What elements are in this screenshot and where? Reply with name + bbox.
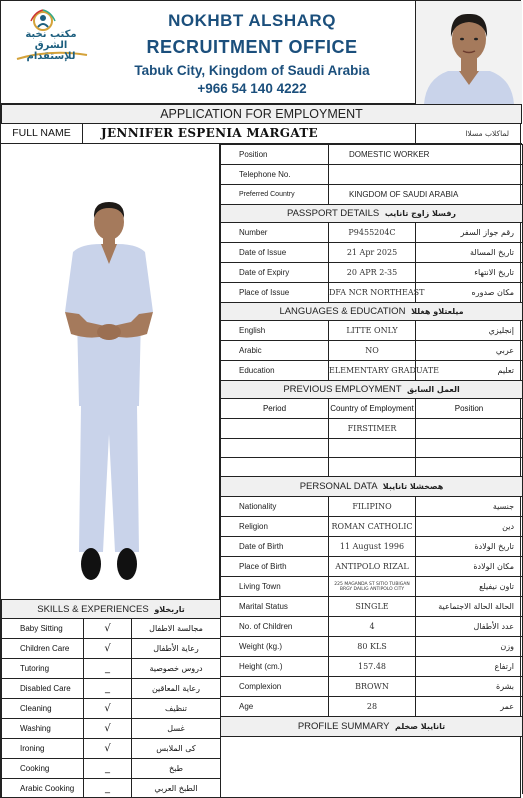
place-of-issue-label-ar: مكان صدوره (416, 283, 523, 303)
children-count-label: No. of Children (221, 617, 329, 637)
passport-number-value: P9455204C (329, 223, 416, 243)
skill-mark: √ (84, 639, 132, 659)
height-value: 157.48 (329, 657, 416, 677)
skill-label: Ironing (2, 739, 84, 759)
full-name-row (1, 124, 522, 144)
passport-title: PASSPORT DETAILS (286, 208, 380, 219)
skill-label-ar: غسل (132, 719, 221, 739)
skill-label: Cooking (2, 759, 84, 779)
place-of-issue-value: DFA NCR NORTHEAST (329, 283, 416, 303)
education-label: Education (221, 361, 329, 381)
details-table (220, 144, 523, 794)
date-of-expiry-label-ar: تاريخ الانتهاء (416, 263, 523, 283)
profile-summary-title: PROFILE SUMMARY (297, 721, 390, 732)
skill-mark: √ (84, 619, 132, 639)
skill-label-ar: تنظيف (132, 699, 221, 719)
nationality-label-ar: جنسية (416, 497, 523, 517)
full-name-value: JENNIFER ESPENIA MARGATE (101, 126, 318, 140)
weight-label: Weight (kg.) (221, 637, 329, 657)
nationality-label: Nationality (221, 497, 329, 517)
height-label: Height (cm.) (221, 657, 329, 677)
office-title: RECRUITMENT OFFICE (146, 37, 358, 57)
complexion-value: BROWN (329, 677, 416, 697)
personal-title-ar: هصخشلا تانايبلا (382, 482, 444, 491)
arabic-label: Arabic (221, 341, 329, 361)
form-header (1, 1, 522, 104)
date-of-issue-label: Date of Issue (221, 243, 329, 263)
languages-section-header (221, 303, 523, 321)
skills-table (1, 599, 221, 798)
skill-label-ar: رعاية المعاقين (132, 679, 221, 699)
children-count-label-ar: عدد الأطفال (416, 617, 523, 637)
age-label-ar: عمر (416, 697, 523, 717)
skill-label: Children Care (2, 639, 84, 659)
date-of-birth-label-ar: تاريخ الولادة (416, 537, 523, 557)
height-label-ar: ارتفاع (416, 657, 523, 677)
complexion-label: Complexion (221, 677, 329, 697)
place-of-birth-label-ar: مكان الولادة (416, 557, 523, 577)
skill-mark: _ (84, 659, 132, 679)
profile-summary-title-ar: تانايبلا صخلم (394, 722, 446, 731)
age-value: 28 (329, 697, 416, 717)
skill-label: Baby Sitting (2, 619, 84, 639)
skill-label: Disabled Care (2, 679, 84, 699)
employment-country-header: Country of Employment (329, 399, 416, 419)
headshot-photo (415, 1, 521, 104)
skill-mark: _ (84, 779, 132, 798)
religion-label: Religion (221, 517, 329, 537)
marital-status-label-ar: الحالة الحالة الاجتماعية (416, 597, 523, 617)
arabic-label-ar: عربي (416, 341, 523, 361)
skill-label-ar: رعاية الأطفال (132, 639, 221, 659)
office-phone: +966 54 140 4222 (197, 81, 307, 96)
personal-section-header (221, 477, 523, 497)
employment-position-cell (416, 458, 523, 477)
personal-title: PERSONAL DATA (299, 481, 378, 492)
english-label: English (221, 321, 329, 341)
logo-arabic-text: مكتب نخبة الشرق للإستقدام (25, 29, 77, 62)
skill-mark: _ (84, 679, 132, 699)
skills-title: SKILLS & EXPERIENCES (37, 603, 149, 615)
skill-mark: _ (84, 759, 132, 779)
position-label: Position (221, 145, 329, 165)
employment-period-cell (221, 439, 329, 458)
telephone-value (329, 165, 523, 185)
employment-country-cell (329, 458, 416, 477)
skill-mark: √ (84, 719, 132, 739)
children-count-value: 4 (329, 617, 416, 637)
passport-section-header (221, 205, 523, 223)
languages-title: LANGUAGES & EDUCATION (279, 306, 406, 317)
date-of-issue-value: 21 Apr 2025 (329, 243, 416, 263)
company-name: NOKHBT ALSHARQ (168, 11, 336, 30)
full-name-label: FULL NAME (1, 124, 83, 144)
skill-mark: √ (84, 739, 132, 759)
employment-position-header: Position (416, 399, 523, 419)
date-of-issue-label-ar: تاريخ المسالة (416, 243, 523, 263)
preferred-country-label: Preferred Country (221, 185, 329, 205)
skill-mark: √ (84, 699, 132, 719)
skill-label: Tutoring (2, 659, 84, 679)
employment-country-cell (329, 439, 416, 458)
employment-section-header (221, 381, 523, 399)
application-title: APPLICATION FOR EMPLOYMENT (1, 104, 522, 124)
passport-number-label: Number (221, 223, 329, 243)
skill-label: Cleaning (2, 699, 84, 719)
religion-value: ROMAN CATHOLIC (329, 517, 416, 537)
employment-period-cell (221, 419, 329, 439)
languages-title-ar: ميلعتلاو هغللا (411, 307, 464, 316)
education-value: ELEMENTARY GRADUATE (329, 361, 416, 381)
place-of-birth-value: ANTIPOLO RIZAL (329, 557, 416, 577)
employment-position-cell (416, 439, 523, 458)
skill-label: Arabic Cooking (2, 779, 84, 798)
marital-status-label: Marital Status (221, 597, 329, 617)
education-label-ar: تعليم (416, 361, 523, 381)
passport-number-label-ar: رقم جواز السفر (416, 223, 523, 243)
living-town-value: 225 MAGANDA ST SITIO TUBIGAN BRGY DAILIG ANTIPOLO CITY (329, 577, 416, 597)
weight-label-ar: وزن (416, 637, 523, 657)
arabic-value: NO (329, 341, 416, 361)
employment-country-cell: FIRSTIMER (329, 419, 416, 439)
position-value: DOMESTIC WORKER (329, 145, 523, 165)
skill-label-ar: الطبخ العربي (132, 779, 221, 798)
age-label: Age (221, 697, 329, 717)
employment-period-cell (221, 458, 329, 477)
date-of-expiry-value: 20 APR 2-35 (329, 263, 416, 283)
living-town-label: Living Town (221, 577, 329, 597)
employment-title-ar: العمل السابق (407, 385, 460, 394)
skills-title-ar: تاربخلاو (154, 604, 185, 614)
date-of-birth-value: 11 August 1996 (329, 537, 416, 557)
living-town-label-ar: تاون نيفيلع (416, 577, 523, 597)
skill-label-ar: مجالسة الاطفال (132, 619, 221, 639)
place-of-issue-label: Place of Issue (221, 283, 329, 303)
skill-label-ar: كى الملابس (132, 739, 221, 759)
religion-label-ar: دين (416, 517, 523, 537)
skills-section-header (2, 600, 221, 619)
english-label-ar: إنجليزي (416, 321, 523, 341)
employment-period-header: Period (221, 399, 329, 419)
full-body-photo (1, 144, 220, 599)
passport-title-ar: رفسلا زاوج تانايب (384, 209, 457, 218)
office-location: Tabuk City, Kingdom of Saudi Arabia (134, 63, 370, 78)
complexion-label-ar: بشرة (416, 677, 523, 697)
preferred-country-value: KINGDOM OF SAUDI ARABIA (329, 185, 523, 205)
english-value: LITTE ONLY (329, 321, 416, 341)
employment-position-cell (416, 419, 523, 439)
date-of-birth-label: Date of Birth (221, 537, 329, 557)
skill-label-ar: دروس خصوصية (132, 659, 221, 679)
marital-status-value: SINGLE (329, 597, 416, 617)
date-of-expiry-label: Date of Expiry (221, 263, 329, 283)
profile-summary-body (221, 737, 523, 794)
employment-title: PREVIOUS EMPLOYMENT (283, 384, 402, 395)
place-of-birth-label: Place of Birth (221, 557, 329, 577)
skill-label: Washing (2, 719, 84, 739)
full-name-label-ar: لماكلاب مسلاا (415, 124, 521, 144)
telephone-label: Telephone No. (221, 165, 329, 185)
profile-summary-header (221, 717, 523, 737)
skill-label-ar: طبخ (132, 759, 221, 779)
weight-value: 80 KLS (329, 637, 416, 657)
nationality-value: FILIPINO (329, 497, 416, 517)
